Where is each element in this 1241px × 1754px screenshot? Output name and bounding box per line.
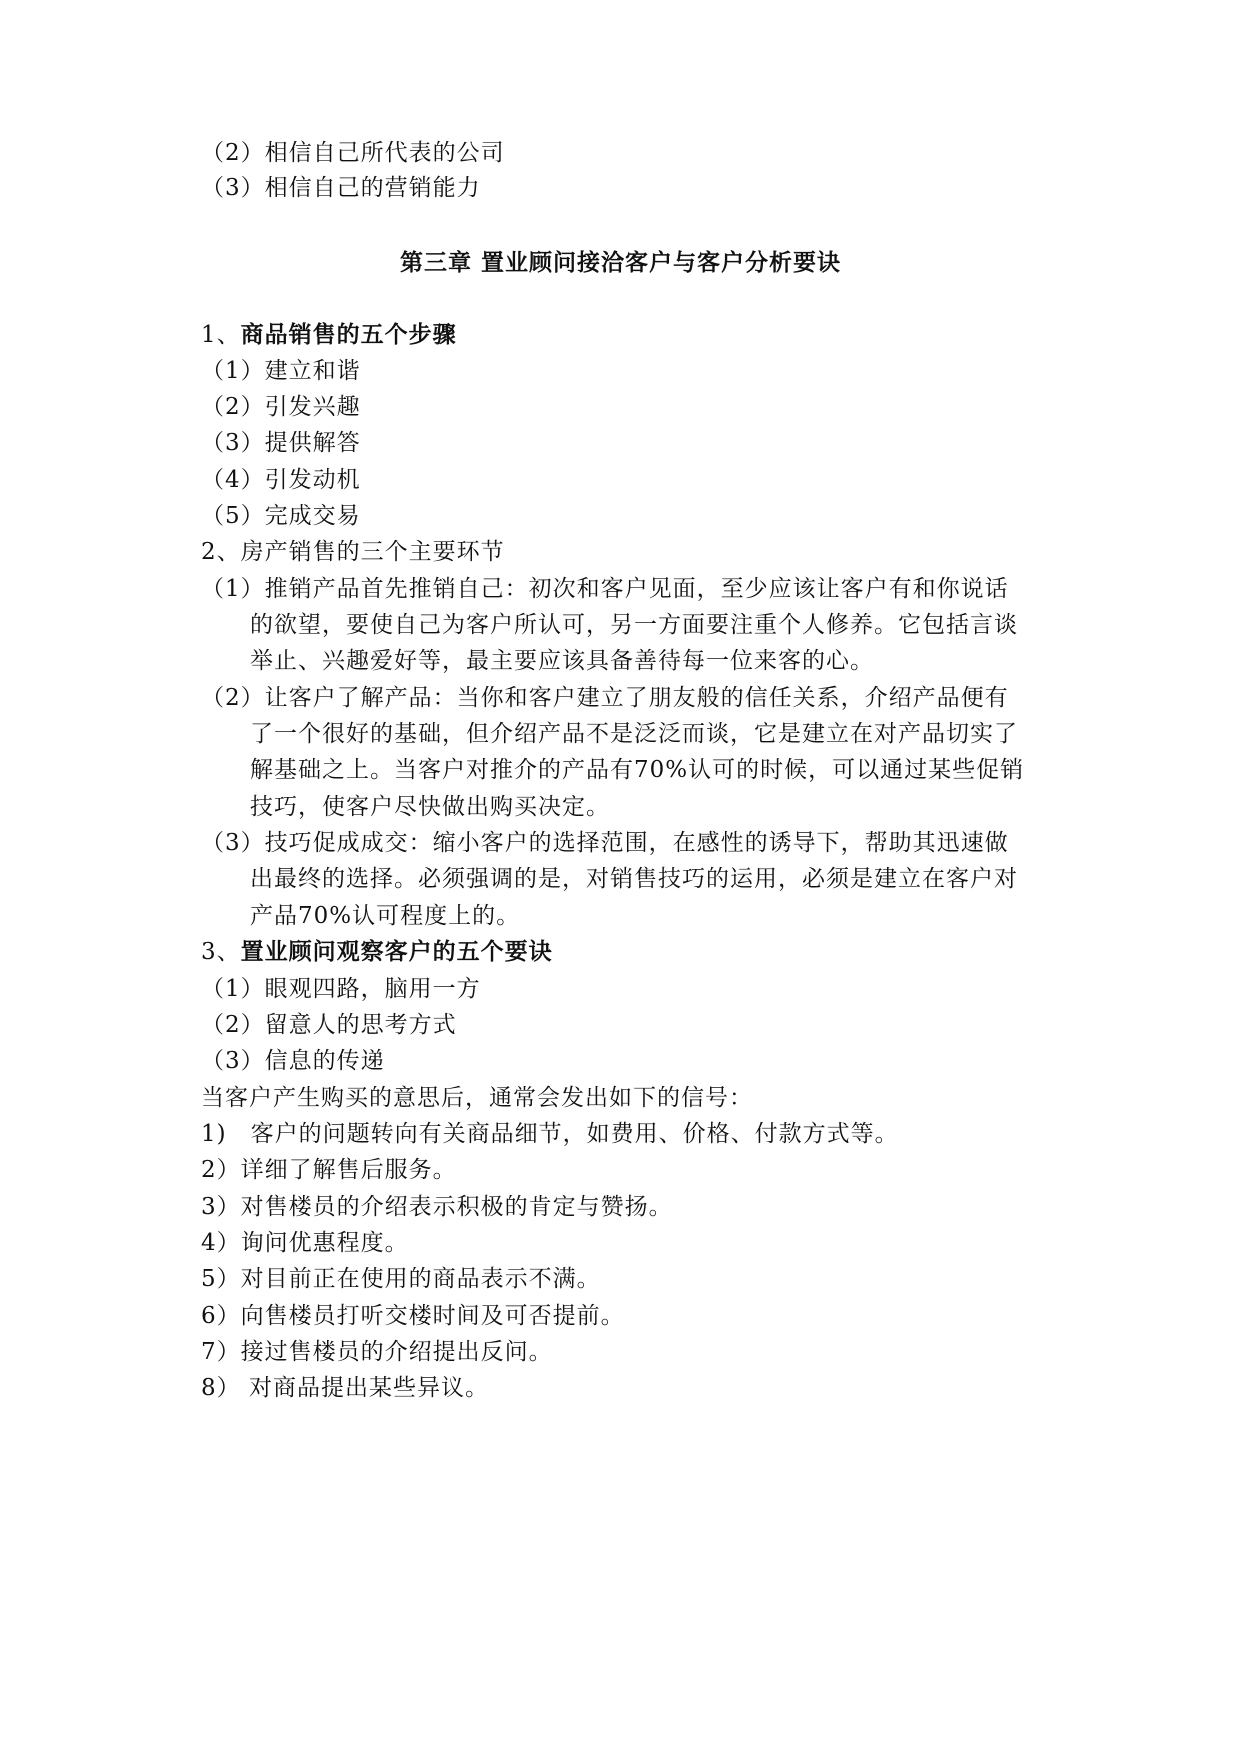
signal-item: 3）对售楼员的介绍表示积极的肯定与赞扬。 bbox=[201, 1194, 673, 1220]
signal-intro: 当客户产生购买的意思后，通常会发出如下的信号： bbox=[201, 1085, 753, 1111]
signal-item: 8） 对商品提出某些异议。 bbox=[201, 1375, 489, 1401]
list-item: （4）引发动机 bbox=[201, 467, 361, 493]
list-item: （3）信息的传递 bbox=[201, 1048, 385, 1074]
paragraph-line: 解基础之上。当客户对推介的产品有70%认可的时候，可以通过某些促销 bbox=[250, 757, 1025, 783]
signal-item: 2）详细了解售后服务。 bbox=[201, 1157, 457, 1183]
chapter-title: 第三章 置业顾问接洽客户与客户分析要诀 bbox=[399, 249, 841, 276]
list-item: （2）引发兴趣 bbox=[201, 394, 361, 420]
paragraph-line: 技巧，使客户尽快做出购买决定。 bbox=[250, 794, 610, 820]
paragraph-line: 了一个很好的基础，但介绍产品不是泛泛而谈，它是建立在对产品切实了 bbox=[250, 721, 1018, 747]
signal-item: 7）接过售楼员的介绍提出反问。 bbox=[201, 1339, 553, 1365]
section-3-title: 置业顾问观察客户的五个要诀 bbox=[240, 938, 553, 965]
paragraph-line: 的欲望，要使自己为客户所认可，另一方面要注重个人修养。它包括言谈 bbox=[250, 612, 1018, 638]
section-2-heading: 2、房产销售的三个主要环节 bbox=[201, 539, 505, 565]
section-3-heading bbox=[201, 937, 553, 967]
signal-item: 5）对目前正在使用的商品表示不满。 bbox=[201, 1266, 601, 1292]
paragraph-line: （2）让客户了解产品：当你和客户建立了朋友般的信任关系，介绍产品便有 bbox=[201, 685, 1009, 711]
list-item: （1）眼观四路，脑用一方 bbox=[201, 976, 481, 1002]
list-item: （5）完成交易 bbox=[201, 503, 361, 529]
section-1-heading bbox=[201, 320, 457, 350]
paragraph-line: 出最终的选择。必须强调的是，对销售技巧的运用，必须是建立在客户对 bbox=[250, 866, 1018, 892]
list-item: （1）建立和谐 bbox=[201, 358, 361, 384]
section-3-number: 3、 bbox=[201, 939, 241, 965]
paragraph-line: 举止、兴趣爱好等，最主要应该具备善待每一位来客的心。 bbox=[250, 648, 874, 674]
paragraph-line: （1）推销产品首先推销自己：初次和客户见面，至少应该让客户有和你说话 bbox=[201, 576, 1009, 602]
paragraph-line: 产品70%认可程度上的。 bbox=[250, 903, 521, 929]
intro-item: （2）相信自己所代表的公司 bbox=[201, 140, 505, 166]
signal-item: 1) 客户的问题转向有关商品细节，如费用、价格、付款方式等。 bbox=[201, 1121, 899, 1147]
intro-item: （3）相信自己的营销能力 bbox=[201, 175, 481, 201]
section-1-title: 商品销售的五个步骤 bbox=[240, 321, 457, 348]
list-item: （3）提供解答 bbox=[201, 430, 361, 456]
signal-item: 6）向售楼员打听交楼时间及可否提前。 bbox=[201, 1303, 625, 1329]
list-item: （2）留意人的思考方式 bbox=[201, 1012, 457, 1038]
signal-item: 4）询问优惠程度。 bbox=[201, 1230, 409, 1256]
section-1-number: 1、 bbox=[201, 322, 241, 348]
paragraph-line: （3）技巧促成成交：缩小客户的选择范围，在感性的诱导下，帮助其迅速做 bbox=[201, 830, 1009, 856]
